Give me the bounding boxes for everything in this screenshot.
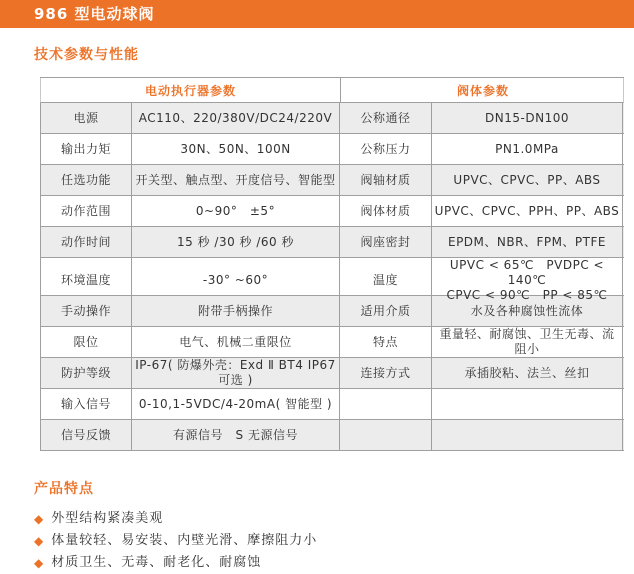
page-title: 986 型电动球阀	[34, 5, 155, 23]
group-header-actuator: 电动执行器参数	[41, 78, 341, 102]
param-label-cell: 输入信号	[40, 389, 132, 419]
feature-text: 材质卫生、无毒、耐老化、耐腐蚀	[51, 555, 262, 570]
feature-item	[34, 508, 634, 530]
param-label-cell	[340, 389, 432, 419]
feature-text: 体量较轻、易安装、内壁光滑、摩擦阻力小	[51, 533, 318, 548]
param-label-cell: 环境温度	[40, 258, 132, 303]
param-value-cell: 15 秒 /30 秒 /60 秒	[132, 227, 340, 257]
param-value-cell: 30N、50N、100N	[132, 134, 340, 164]
param-label-cell: 手动操作	[40, 296, 132, 326]
param-label-cell: 温度	[340, 258, 432, 303]
table-row	[40, 165, 624, 196]
param-label-cell: 电源	[40, 103, 132, 133]
temperature-line-1: UPVC < 65℃ PVDPC < 140℃	[449, 258, 605, 287]
param-value-cell: PN1.0MPa	[432, 134, 623, 164]
param-value-cell: 水及各种腐蚀性流体	[432, 296, 623, 326]
feature-item	[34, 552, 634, 574]
param-value-cell: DN15-DN100	[432, 103, 623, 133]
param-label-cell: 限位	[40, 327, 132, 357]
param-label-cell: 公称压力	[340, 134, 432, 164]
section-title-features: 产品特点	[34, 481, 94, 497]
param-label-cell: 阀轴材质	[340, 165, 432, 195]
diamond-bullet-icon: ◆	[34, 512, 45, 526]
section-title-technical: 技术参数与性能	[34, 47, 139, 63]
param-label-cell: 动作时间	[40, 227, 132, 257]
param-value-cell: 承插胶粘、法兰、丝扣	[432, 358, 623, 388]
feature-text: 外型结构紧凑美观	[51, 511, 164, 526]
param-label-cell: 信号反馈	[40, 420, 132, 450]
param-label-cell: 动作范围	[40, 196, 132, 226]
feature-item	[34, 530, 634, 552]
table-row	[40, 327, 624, 358]
param-value-cell: 重量轻、耐腐蚀、卫生无毒、流阻小	[432, 327, 623, 357]
param-value-cell: -30° ~60°	[132, 258, 340, 303]
table-row	[40, 134, 624, 165]
param-label-cell: 适用介质	[340, 296, 432, 326]
diamond-bullet-icon: ◆	[34, 534, 45, 548]
param-value-cell: UPVC、CPVC、PP、ABS	[432, 165, 623, 195]
feature-list	[34, 508, 634, 574]
page-header	[0, 0, 634, 28]
table-row	[40, 296, 624, 327]
group-header-valve-body: 阀体参数	[456, 83, 509, 98]
param-label-cell: 阀体材质	[340, 196, 432, 226]
param-label-cell: 任选功能	[40, 165, 132, 195]
param-value-cell: 附带手柄操作	[132, 296, 340, 326]
table-row	[40, 227, 624, 258]
table-row	[40, 358, 624, 389]
param-label-cell: 连接方式	[340, 358, 432, 388]
param-value-cell: 电气、机械二重限位	[132, 327, 340, 357]
table-row	[40, 389, 624, 420]
diamond-bullet-icon: ◆	[34, 556, 45, 570]
param-label-cell: 阀座密封	[340, 227, 432, 257]
param-value-cell: IP-67( 防爆外壳：Exd Ⅱ BT4 IP67 可选 )	[132, 358, 340, 388]
param-value-cell: EPDM、NBR、FPM、PTFE	[432, 227, 623, 257]
table-body	[40, 103, 624, 451]
table-row	[40, 420, 624, 451]
param-value-cell	[432, 420, 623, 450]
table-row	[40, 196, 624, 227]
param-value-cell	[432, 389, 623, 419]
table-group-header-row	[40, 78, 624, 103]
param-value-cell: UPVC、CPVC、PPH、PP、ABS	[432, 196, 623, 226]
param-value-cell: AC110、220/380V/DC24/220V	[132, 103, 340, 133]
param-label-cell: 特点	[340, 327, 432, 357]
param-label-cell: 输出力矩	[40, 134, 132, 164]
param-label-cell: 公称通径	[340, 103, 432, 133]
table-row	[40, 103, 624, 134]
temperature-line-2: CPVC < 90℃ PP < 85℃	[446, 288, 608, 302]
parameters-table	[40, 77, 624, 451]
table-row	[40, 258, 624, 302]
param-value-cell: 有源信号 S 无源信号	[132, 420, 340, 450]
param-value-cell: 0-10,1-5VDC/4-20mA( 智能型 )	[132, 389, 340, 419]
param-label-cell	[340, 420, 432, 450]
param-value-cell: 0~90° ±5°	[132, 196, 340, 226]
param-label-cell: 防护等级	[40, 358, 132, 388]
param-value-cell: 开关型、触点型、开度信号、智能型	[132, 165, 340, 195]
